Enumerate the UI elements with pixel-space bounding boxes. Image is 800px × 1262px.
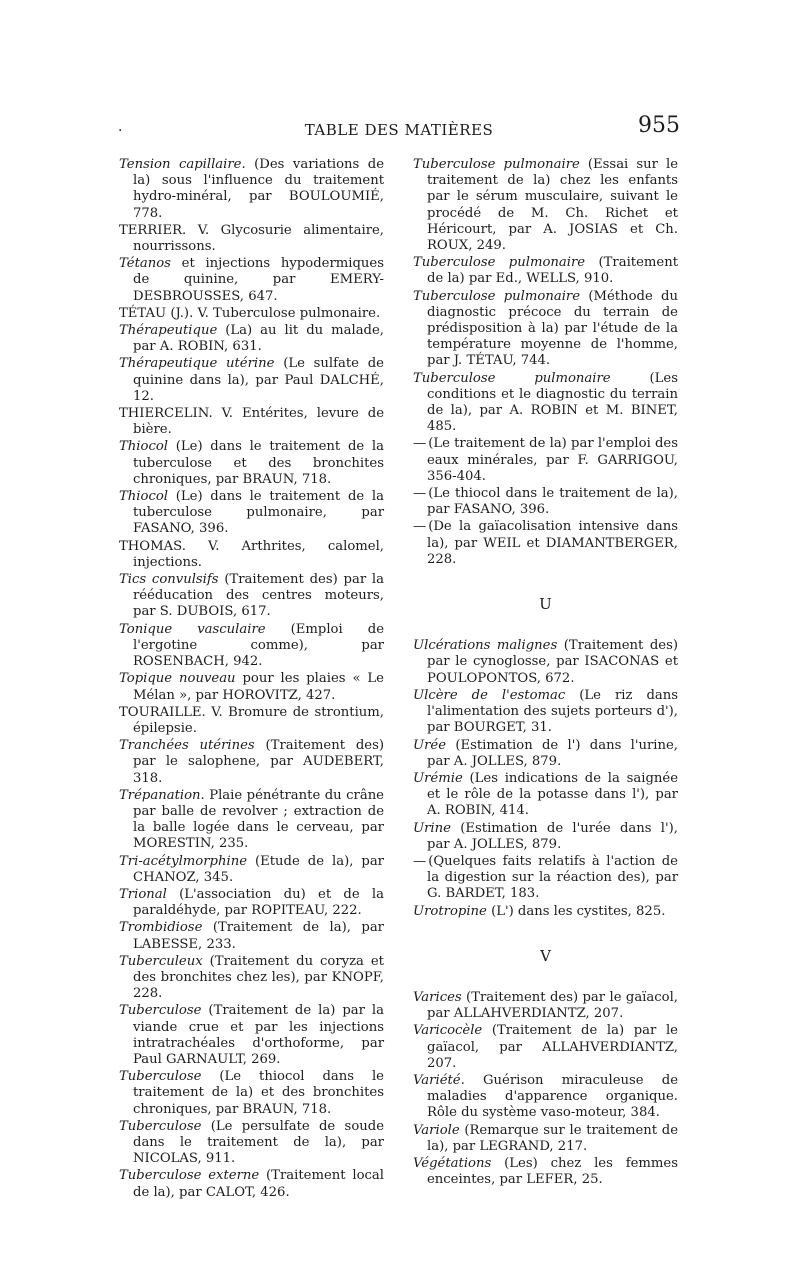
entry-text: (Quelques faits relatifs à l'action de la digestion sur la réaction des), par G. BARDET, 183. <box>427 853 678 902</box>
entry-term: Trépanation. <box>119 787 205 803</box>
left-column <box>119 157 384 1202</box>
entry-text: (Etude de la), par CHANOZ, 345. <box>133 853 384 885</box>
entry-term: Tuberculose externe <box>119 1168 260 1184</box>
entry-term: Thiocol <box>119 439 168 455</box>
entry-text: et injections hypodermiques de quinine, par EMERY-DESBROUSSES, 647. <box>133 256 384 304</box>
entry-text: (Des variations de la) sous l'influence du traitement hydro-minéral, par BOULOUMIÉ, 778. <box>133 157 384 221</box>
entry-term: Thiocol <box>119 489 168 505</box>
index-entry <box>119 954 384 1003</box>
entry-text: (La) au lit du malade, par A. ROBIN, 631. <box>133 323 384 355</box>
entry-term: Tics convulsifs <box>119 572 219 588</box>
index-entry <box>413 688 678 737</box>
entry-text: (Estimation de l') dans l'urine, par A. JOLLES, 879. <box>427 737 678 769</box>
entry-text: (Traitement de la), par LABESSE, 233. <box>133 920 384 952</box>
entry-text: Guérison miraculeuse de maladies d'apparence organique. Rôle du système vaso-moteur, 384. <box>427 1072 678 1121</box>
index-entry <box>119 920 384 952</box>
entry-text: (Traitement des) par le cynoglosse, par ISACONAS et POULOPONTOS, 672. <box>427 638 678 686</box>
index-entry <box>119 671 384 703</box>
entry-term: Topique nouveau <box>119 671 236 687</box>
entry-text: (Le traitement de la) par l'emploi des eaux minérales, par F. GARRIGOU, 356-404. <box>427 436 678 484</box>
entry-text: (Essai sur le traitement de la) chez les enfants par le sérum musculaire, suivant le procédé de M. Ch. Richet et Héricourt, par A. JOSIAS et Ch. ROUX, 249. <box>427 157 679 254</box>
index-entry <box>119 572 384 621</box>
index-entry <box>413 1023 678 1072</box>
index-entry <box>119 323 384 355</box>
entry-text: (L') dans les cystites, 825. <box>491 903 666 919</box>
index-entry <box>119 1069 384 1118</box>
entry-text: (De la gaïacolisation intensive dans la), par WEIL et DIAMANTBERGER, 228. <box>427 519 678 567</box>
index-entry <box>119 539 384 571</box>
right-column <box>413 157 678 1189</box>
index-entry <box>119 306 384 322</box>
index-entry <box>119 1168 384 1200</box>
index-entry <box>119 223 384 255</box>
index-entry <box>413 371 678 436</box>
index-entry <box>119 439 384 488</box>
entry-dash: — <box>413 519 427 535</box>
entry-dash: — <box>413 853 427 869</box>
entry-text: THOMAS. V. Arthrites, calomel, injections. <box>119 538 384 570</box>
entry-text: (Traitement local de la), par CALOT, 426. <box>133 1168 384 1200</box>
entry-term: Thérapeutique <box>119 323 218 339</box>
index-entry <box>119 1119 384 1168</box>
entry-term: Varices <box>413 989 462 1005</box>
index-entry <box>413 486 678 518</box>
index-entry <box>413 1073 678 1122</box>
index-entry <box>413 821 678 853</box>
entry-text: (Le) dans le traitement de la tuberculose et des bronchites chroniques, par BRAUN, 718. <box>133 439 384 487</box>
page-number: 955 <box>638 113 680 138</box>
entry-term: Tuberculose <box>119 1069 202 1085</box>
entry-text: (Les indications de la saignée et le rôle de la potasse dans l'), par A. ROBIN, 414. <box>427 770 678 819</box>
entry-text: Plaie pénétrante du crâne par balle de revolver ; extraction de la balle logée dans le cerveau, par MORESTIN, 235. <box>133 787 384 852</box>
index-entry <box>413 289 678 370</box>
entry-dash: — <box>413 436 427 452</box>
entry-text: (Emploi de l'ergotine comme), par ROSENBACH, 942. <box>133 621 385 670</box>
entry-term: Thérapeutique utérine <box>119 356 275 372</box>
index-entry <box>119 854 384 886</box>
right-column-v-entries <box>413 990 678 1188</box>
index-entry <box>413 255 678 287</box>
entry-text: THIERCELIN. V. Entérites, levure de bière. <box>119 406 384 438</box>
index-entry <box>413 436 678 485</box>
index-entry <box>119 356 384 405</box>
index-entry <box>119 406 384 438</box>
right-column-top <box>413 157 678 568</box>
entry-term: Tranchées utérines <box>119 738 255 754</box>
index-entry <box>413 157 678 254</box>
entry-term: Urémie <box>413 770 463 786</box>
entry-term: Varicocèle <box>413 1023 483 1039</box>
entry-term: Tuberculose pulmonaire <box>413 370 611 386</box>
entry-dash: — <box>413 486 427 502</box>
entry-term: Ulcérations malignes <box>413 638 558 654</box>
index-entry <box>119 788 384 853</box>
entry-text: (Estimation de l'urée dans l'), par A. JOLLES, 879. <box>427 820 678 852</box>
entry-term: Tuberculose pulmonaire <box>413 288 581 304</box>
index-entry <box>119 1003 384 1068</box>
index-entry <box>119 705 384 737</box>
right-column-u-entries <box>413 638 678 919</box>
index-entry <box>413 738 678 770</box>
entry-term: Tri-acétylmorphine <box>119 853 247 869</box>
entry-text: (Traitement des) par le gaïacol, par ALLAHVERDIANTZ, 207. <box>427 989 678 1022</box>
entry-text: (Le sulfate de quinine dans la), par Paul DALCHÉ, 12. <box>133 356 384 404</box>
entry-term: Trional <box>119 886 167 902</box>
entry-term: Tension capillaire. <box>119 157 246 172</box>
index-entry <box>413 854 678 903</box>
index-entry <box>413 904 678 920</box>
entry-text: (Traitement de la) par la viande crue et par les injections intratrachéales d'orthoforme, par Paul GARNAULT, 269. <box>133 1003 384 1067</box>
entry-term: Ulcère de l'estomac <box>413 687 566 703</box>
entry-term: Urée <box>413 737 447 753</box>
entry-text: (Le thiocol dans le traitement de la), par FASANO, 396. <box>427 486 678 518</box>
entry-text: (Traitement de la) par Ed., WELLS, 910. <box>427 255 678 287</box>
index-entry <box>413 638 678 687</box>
entry-term: Urine <box>413 820 451 836</box>
section-heading-u: U <box>539 595 552 614</box>
index-entry <box>119 489 384 538</box>
running-title: TABLE DES MATIÈRES <box>304 121 494 139</box>
entry-text: (Traitement des) par le salophene, par AUDEBERT, 318. <box>133 738 384 786</box>
entry-term: Variole <box>413 1122 460 1138</box>
entry-text: (Remarque sur le traitement de la), par LEGRAND, 217. <box>427 1122 678 1154</box>
entry-term: Tétanos <box>119 256 171 272</box>
index-entry <box>413 1156 678 1188</box>
section-heading-v: V <box>540 946 551 965</box>
index-entry <box>119 157 384 222</box>
entry-term: Tuberculose <box>119 1003 202 1019</box>
index-entry <box>413 990 678 1022</box>
entry-text: TOURAILLE. V. Bromure de strontium, épilepsie. <box>119 704 384 736</box>
entry-term: Variété. <box>413 1072 465 1088</box>
entry-term: Trombidiose <box>119 920 203 936</box>
entry-term: Tuberculose <box>119 1118 202 1134</box>
page-header <box>118 113 680 145</box>
entry-term: Tonique vasculaire <box>119 621 266 637</box>
index-entry <box>413 1123 678 1155</box>
index-entry <box>119 256 384 305</box>
entry-text: TERRIER. V. Glycosurie alimentaire, nourrissons. <box>119 222 384 255</box>
entry-text: (L'association du) et de la paraldéhyde, par ROPITEAU, 222. <box>133 886 384 919</box>
index-entry <box>413 771 678 820</box>
index-entry <box>119 887 384 919</box>
entry-text: (Traitement du coryza et des bronchites chez les), par KNOPF, 228. <box>133 953 384 1002</box>
index-entry <box>413 519 678 568</box>
entry-text: (Les) chez les femmes enceintes, par LEFER, 25. <box>427 1155 678 1188</box>
entry-term: Tuberculose pulmonaire <box>413 157 580 172</box>
entry-text: (Méthode du diagnostic précoce du terrain de prédisposition à la) par l'étude de la température moyenne de l'homme, par J. TÉTAU, 744. <box>427 288 678 369</box>
header-bullet: . <box>118 119 123 135</box>
entry-text: (Les conditions et le diagnostic du terrain de la), par A. ROBIN et M. BINET, 485. <box>427 370 678 435</box>
entry-text: (Le riz dans l'alimentation des sujets porteurs d'), par BOURGET, 31. <box>427 687 679 736</box>
entry-term: Végétations <box>413 1155 492 1171</box>
entry-term: Urotropine <box>413 903 487 919</box>
entry-text: (Le persulfate de soude dans le traitement de la), par NICOLAS, 911. <box>133 1118 384 1167</box>
entry-text: pour les plaies « Le Mélan », par HOROVITZ, 427. <box>133 671 384 703</box>
entry-text: (Traitement de la) par le gaïacol, par ALLAHVERDIANTZ, 207. <box>427 1023 678 1071</box>
index-entry <box>119 738 384 787</box>
entry-text: TÉTAU (J.). V. Tuberculose pulmonaire. <box>119 305 381 321</box>
entry-text: (Le thiocol dans le traitement de la) et des bronchites chroniques, par BRAUN, 718. <box>133 1069 384 1117</box>
entry-text: (Le) dans le traitement de la tuberculose pulmonaire, par FASANO, 396. <box>133 489 384 537</box>
index-entry <box>119 622 384 671</box>
entry-text: (Traitement des) par la rééducation des centres moteurs, par S. DUBOIS, 617. <box>133 572 384 620</box>
entry-term: Tuberculose pulmonaire <box>413 255 586 271</box>
entry-term: Tuberculeux <box>119 953 203 969</box>
